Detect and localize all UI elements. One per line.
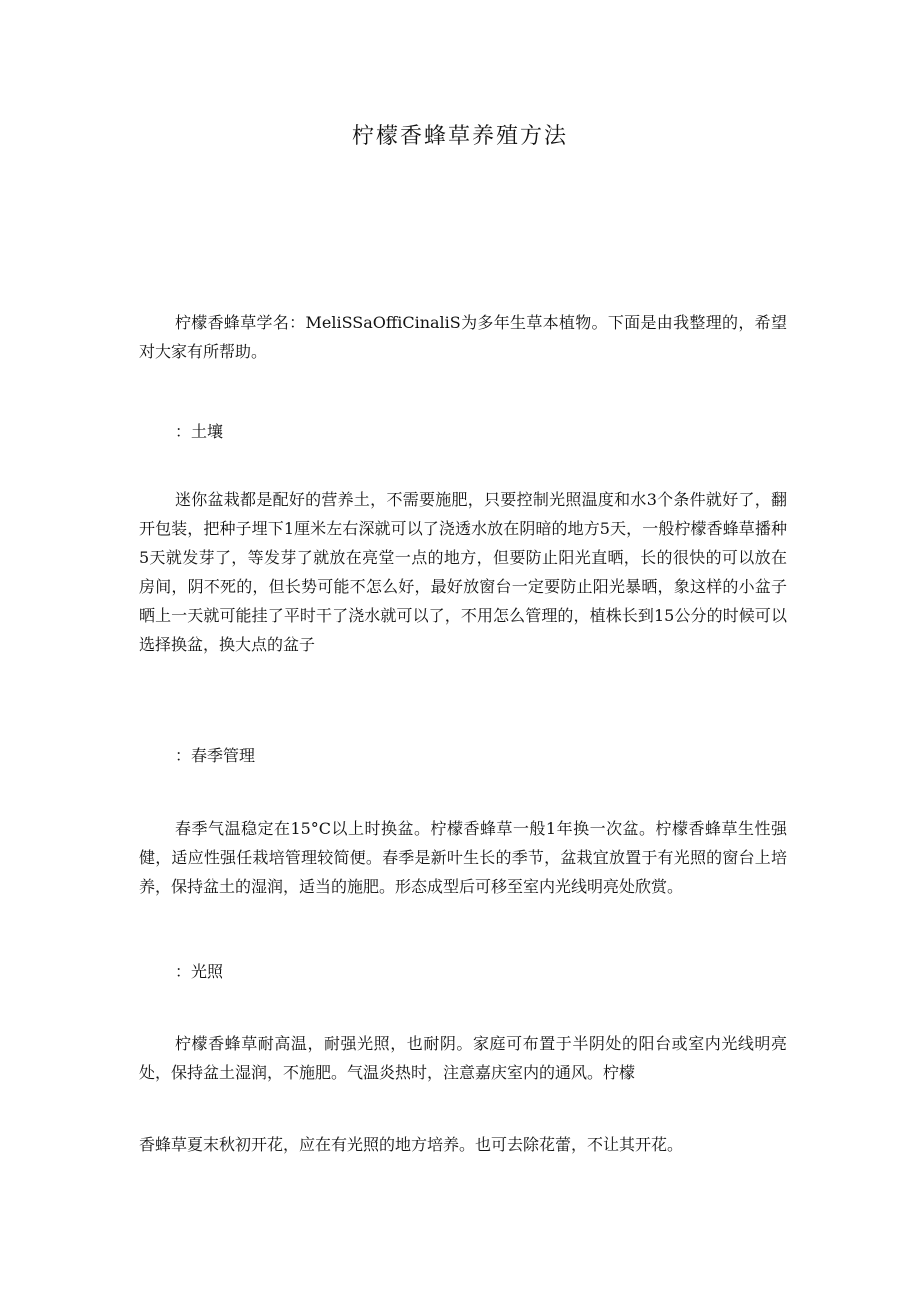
light-paragraph-continuation: 香蜂草夏末秋初开花，应在有光照的地方培养。也可去除花蕾，不让其开花。 <box>139 1135 684 1154</box>
spring-heading: ：春季管理 <box>175 746 256 765</box>
document-title: 柠檬香蜂草养殖方法 <box>351 124 568 149</box>
intro-paragraph: 柠檬香蜂草学名：MeliSSaOffiCinaliS为多年生草本植物。下面是由我整理的，希望对大家有所帮助。 <box>139 313 787 361</box>
soil-paragraph: 迷你盆栽都是配好的营养土，不需要施肥，只要控制光照温度和水3个条件就好了，翻开包装，把种子埋下1厘米左右深就可以了浇透水放在阴暗的地方5天，一般柠檬香蜂草播种5天就发芽了，等发芽了就放在亮堂一点的地方，但要防止阳光直晒，长的很快的可以放在房间，阴不死的，但长势可能不怎么好，最好放窗台一定要防止阳光暴晒，象这样的小盆子晒上一天就可能挂了平时干了浇水就可以了，不用怎么管理的，植株长到15公分的时候可以选择换盆，换大点的盆子 <box>139 490 787 654</box>
light-heading: ：光照 <box>175 962 224 981</box>
light-paragraph: 柠檬香蜂草耐高温，耐强光照，也耐阴。家庭可布置于半阴处的阳台或室内光线明亮处，保持盆土湿润，不施肥。气温炎热时，注意嘉庆室内的通风。柠檬 <box>139 1034 787 1082</box>
spring-paragraph: 春季气温稳定在15°C以上时换盆。柠檬香蜂草一般1年换一次盆。柠檬香蜂草生性强健，适应性强任栽培管理较简便。春季是新叶生长的季节，盆栽宜放置于有光照的窗台上培养，保持盆土的湿润，适当的施肥。形态成型后可移至室内光线明亮处欣赏。 <box>139 819 787 896</box>
soil-heading: ：土壤 <box>175 422 224 441</box>
